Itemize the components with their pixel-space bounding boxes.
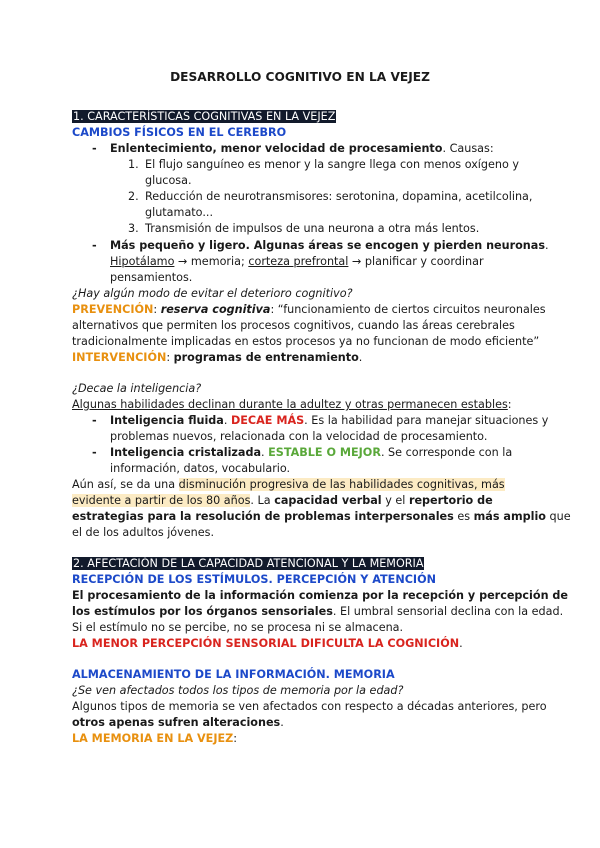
document-title: DESARROLLO COGNITIVO EN LA VEJEZ — [170, 70, 430, 84]
bullet-dash: - — [92, 446, 97, 459]
bullet-dash: - — [92, 414, 97, 427]
bullet-slowdown: Enlentecimiento, menor velocidad de procesamiento. Causas: — [110, 142, 494, 155]
cause-3-number: 3. — [128, 222, 139, 235]
fluid-intelligence-line-2: problemas nuevos, relacionada con la velocidad de procesamiento. — [110, 430, 488, 443]
cause-2-number: 2. — [128, 190, 139, 203]
cause-1-number: 1. — [128, 158, 139, 171]
prevention-line: PREVENCIÓN: reserva cognitiva: “funcionamiento de ciertos circuitos neuronales — [72, 303, 546, 316]
subheading-memory: ALMACENAMIENTO DE LA INFORMACIÓN. MEMORIA — [72, 668, 395, 681]
cause-2-line1: Reducción de neurotransmisores: serotonina, dopamina, acetilcolina, — [145, 190, 533, 203]
bullet-smaller-brain: Más pequeño y ligero. Algunas áreas se encogen y pierden neuronas. — [110, 239, 549, 252]
memory-line-1: Algunos tipos de memoria se ven afectados con respecto a décadas anteriores, pero — [72, 700, 547, 713]
question-intelligence: ¿Decae la inteligencia? — [72, 382, 202, 395]
crystallized-intelligence-line-2: información, datos, vocabulario. — [110, 462, 291, 475]
bullet-fluid-intelligence: Inteligencia fluida. DECAE MÁS. Es la habilidad para manejar situaciones y — [110, 414, 549, 427]
bullet-crystallized-intelligence: Inteligencia cristalizada. ESTABLE O MEJOR. Se corresponde con la — [110, 446, 513, 459]
perception-line-2: los estímulos por los órganos sensoriales. El umbral sensorial declina con la edad. — [72, 605, 564, 618]
cause-1-line2: glucosa. — [145, 174, 192, 187]
bullet-dash: - — [92, 239, 97, 252]
perception-conclusion: LA MENOR PERCEPCIÓN SENSORIAL DIFICULTA LA COGNICIÓN. — [72, 637, 463, 650]
bullet-dash: - — [92, 142, 97, 155]
memory-line-2: otros apenas sufren alteraciones. — [72, 716, 284, 729]
prevention-line-3: tradicionalmente implicadas en estos procesos ya no funcionan de modo eficiente” — [72, 335, 540, 348]
subheading-physical-changes: CAMBIOS FÍSICOS EN EL CEREBRO — [72, 126, 287, 139]
decline-paragraph-line-2: evidente a partir de los 80 años. La capacidad verbal y el repertorio de — [72, 494, 493, 507]
decline-paragraph-line-4: el de los adultos jóvenes. — [72, 526, 215, 539]
section-2-heading: 2. AFECTACIÓN DE LA CAPACIDAD ATENCIONAL Y LA MEMORIA — [73, 557, 424, 570]
abilities-line: Algunas habilidades declinan durante la adultez y otras permanecen estables: — [72, 398, 512, 411]
question-avoid-decline: ¿Hay algún modo de evitar el deterioro cognitivo? — [72, 287, 353, 300]
question-memory-types: ¿Se ven afectados todos los tipos de memoria por la edad? — [72, 684, 404, 697]
cause-2-line2: glutamato... — [145, 206, 213, 219]
cause-1-line1: El flujo sanguíneo es menor y la sangre llega con menos oxígeno y — [145, 158, 520, 171]
brain-areas-line-end: pensamientos. — [110, 271, 193, 284]
subheading-perception-attention: RECEPCIÓN DE LOS ESTÍMULOS. PERCEPCIÓN Y ATENCIÓN — [72, 573, 436, 586]
cause-3-line1: Transmisión de impulsos de una neurona a otra más lentos. — [145, 222, 480, 235]
perception-line-3: Si el estímulo no se percibe, no se procesa ni se almacena. — [72, 621, 404, 634]
decline-paragraph-line-3: estrategias para la resolución de problemas interpersonales es más amplio que — [72, 510, 571, 523]
brain-areas-line: Hipotálamo → memoria; corteza prefrontal → planificar y coordinar — [110, 255, 484, 268]
prevention-line-2: alternativos que permiten los procesos cognitivos, cuando las áreas cerebrales — [72, 319, 515, 332]
decline-paragraph-line-1: Aún así, se da una disminución progresiva de las habilidades cognitivas, más — [72, 478, 505, 491]
section-1-heading: 1. CARACTERÍSTICAS COGNITIVAS EN LA VEJEZ — [73, 110, 336, 123]
memory-in-old-age-label: LA MEMORIA EN LA VEJEZ: — [72, 732, 238, 745]
intervention-line: INTERVENCIÓN: programas de entrenamiento. — [72, 351, 363, 364]
perception-line-1: El procesamiento de la información comienza por la recepción y percepción de — [72, 589, 569, 602]
